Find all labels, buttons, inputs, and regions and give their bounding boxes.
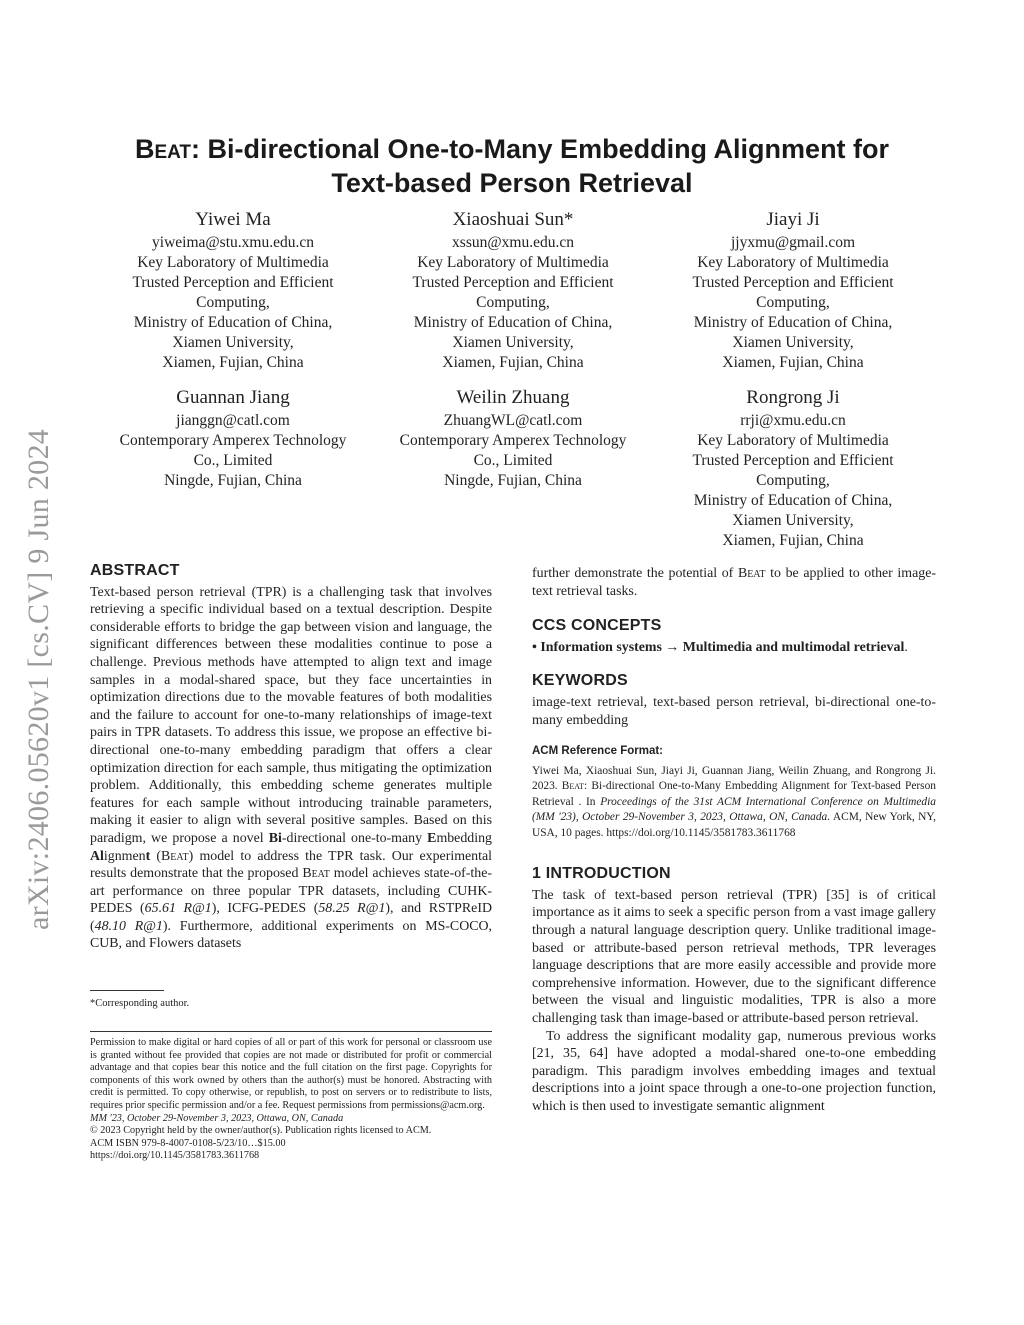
abstract-text: ( bbox=[150, 848, 162, 864]
result-value: 48.10 R@1 bbox=[94, 918, 163, 934]
author-affiliation: Xiamen, Fujian, China bbox=[722, 354, 864, 371]
reference-text: : Bi-directional One-to-Many Embedding Alignment for Text-based Person Retrieval . In bbox=[532, 780, 936, 808]
ccs-item: • Information systems → Multimedia and multimodal retrieval bbox=[532, 639, 905, 655]
intro-paragraph-1: The task of text-based person retrieval (TPR) [35] is of critical importance as it aims to seek a specific person from a vast image gallery through a natural language description query. Unlike traditional image-based or attribute-based person retrieval methods, TPR leverages language descriptions that are more easily accessible and provide more comprehensive information. However, due to the significant difference between the visual and linguistic modalities, TPR is also a more challenging task than image-based or attribute-based person retrieval. bbox=[532, 887, 936, 1026]
author-affiliation: Computing, bbox=[476, 294, 550, 311]
author-affiliation: Contemporary Amperex Technology bbox=[119, 432, 347, 449]
author-affiliation: Ministry of Education of China, bbox=[693, 492, 893, 509]
intro-paragraph-2: To address the significant modality gap, numerous previous works [21, 35, 64] have adopted a modal-shared one-to-one embedding paradigm. This paradigm involves embedding images and textual descriptions into a joint space through a one-to-one projection function, which is then used to investigate semantic alignment bbox=[532, 1028, 936, 1114]
title-line2: Text-based Person Retrieval bbox=[331, 168, 693, 198]
author-affiliation: Ministry of Education of China, bbox=[413, 314, 613, 331]
copyright-line: © 2023 Copyright held by the owner/author(s). Publication rights licensed to ACM. bbox=[90, 1125, 432, 1137]
model-name: Beat bbox=[302, 866, 330, 882]
paper-title bbox=[80, 132, 944, 200]
author-block bbox=[98, 208, 368, 373]
author-affiliation: Xiamen University, bbox=[732, 512, 854, 529]
abstract-text: ). Furthermore, additional experiments on MS-COCO, CUB, and Flowers datasets bbox=[90, 918, 492, 952]
author-email: jianggn@catl.com bbox=[176, 412, 290, 429]
author-affiliation: Ningde, Fujian, China bbox=[164, 472, 302, 489]
author-block bbox=[378, 208, 648, 373]
abstract-text: to be applied to other image-text retrieval tasks. bbox=[532, 566, 936, 599]
author-affiliation: Trusted Perception and Efficient bbox=[132, 274, 334, 291]
model-name: Beat bbox=[737, 566, 766, 581]
author-email: jjyxmu@gmail.com bbox=[730, 234, 856, 251]
result-value: 65.61 R@1 bbox=[144, 901, 212, 917]
author-affiliation: Ministry of Education of China, bbox=[693, 314, 893, 331]
arxiv-identifier: arXiv:2406.05620v1 [cs.CV] 9 Jun 2024 bbox=[22, 428, 55, 930]
model-name: Beat bbox=[561, 780, 585, 793]
doi-line: https://doi.org/10.1145/3581783.3611768 bbox=[90, 1150, 260, 1162]
abstract-bold: Bi bbox=[268, 830, 282, 846]
abstract-continuation bbox=[532, 565, 936, 600]
author-affiliation: Computing, bbox=[196, 294, 270, 311]
isbn-line: ACM ISBN 979-8-4007-0108-5/23/10…$15.00 bbox=[90, 1137, 286, 1149]
authors-row-2 bbox=[98, 386, 928, 551]
reference-format bbox=[532, 764, 936, 842]
reference-text: Yiwei Ma, Xiaoshuai Sun, Jiayi Ji, Guannan Jiang, Weilin Zhuang, and Rongrong Ji. 2023. bbox=[532, 764, 936, 793]
author-affiliation: Key Laboratory of Multimedia bbox=[137, 254, 329, 271]
reference-text: ACM, New York, NY, USA, 10 pages. https://doi.org/10.1145/3581783.3611768 bbox=[532, 811, 937, 839]
abstract-text: mbedding bbox=[436, 830, 492, 846]
author-affiliation: Computing, bbox=[756, 294, 830, 311]
ccs-concepts bbox=[532, 639, 936, 657]
footnote-rule bbox=[90, 990, 164, 991]
abstract-bold: Al bbox=[90, 848, 104, 864]
author-affiliation: Key Laboratory of Multimedia bbox=[697, 432, 889, 449]
abstract-text: ignmen bbox=[103, 848, 146, 864]
author-affiliation: Xiamen University, bbox=[172, 334, 294, 351]
author-name: Guannan Jiang bbox=[176, 387, 290, 408]
author-affiliation: Trusted Perception and Efficient bbox=[412, 274, 614, 291]
author-affiliation: Ningde, Fujian, China bbox=[444, 472, 582, 489]
permission-block bbox=[90, 1031, 492, 1163]
abstract-text: ) model to address the TPR task. Our experimental results demonstrate that the proposed bbox=[90, 848, 492, 882]
abstract-text: ), ICFG-PEDES ( bbox=[211, 901, 319, 917]
abstract-text: model achieves state-of-the-art performance on three popular TPR datasets, including CUHK-PEDES ( bbox=[90, 866, 492, 917]
author-name: Jiayi Ji bbox=[766, 209, 820, 230]
ccs-end: . bbox=[904, 639, 908, 655]
title-model-name: Beat bbox=[134, 134, 192, 164]
author-name: Yiwei Ma bbox=[195, 209, 271, 230]
introduction-heading: 1 INTRODUCTION bbox=[532, 865, 671, 883]
author-affiliation: Trusted Perception and Efficient bbox=[692, 274, 894, 291]
abstract-text: Text-based person retrieval (TPR) is a challenging task that involves retrieving a specific individual based on a textual description. Despite considerable efforts to bridge the gap between vision and language, the significant differences between these modalities continue to pose a challenge. Previous methods have attempted to align text and image samples in a modal-shared space, but they face uncertainties in optimization directions due to the movable features of both modalities and the failure to account for one-to-many relationships of image-text pairs in TPR datasets. To address this issue, we propose an effective bi-directional one-to-many embedding paradigm that offers a clear optimization direction for each sample, thus mitigating the optimization problem. Additionally, this embedding scheme generates multiple features for each sample without introducing trainable parameters, making it easier to align with several positive samples. Based on this paradigm, we propose a novel bbox=[90, 584, 492, 846]
reference-format-heading: ACM Reference Format: bbox=[532, 745, 663, 758]
title-line1: : Bi-directional One-to-Many Embedding Alignment for bbox=[191, 134, 890, 164]
model-name: Beat bbox=[161, 848, 189, 864]
author-affiliation: Xiamen, Fujian, China bbox=[442, 354, 584, 371]
author-affiliation: Co., Limited bbox=[193, 452, 273, 469]
ccs-heading: CCS CONCEPTS bbox=[532, 617, 662, 635]
keywords-text: image-text retrieval, text-based person retrieval, bi-directional one-to-many embedding bbox=[532, 694, 936, 728]
author-affiliation: Computing, bbox=[756, 472, 830, 489]
author-affiliation: Ministry of Education of China, bbox=[133, 314, 333, 331]
author-email: yiweima@stu.xmu.edu.cn bbox=[152, 234, 314, 251]
author-affiliation: Xiamen, Fujian, China bbox=[722, 532, 864, 549]
right-column bbox=[532, 565, 936, 1116]
authors-row-1 bbox=[98, 208, 928, 373]
keywords-heading: KEYWORDS bbox=[532, 672, 628, 690]
author-affiliation: Key Laboratory of Multimedia bbox=[697, 254, 889, 271]
abstract-body bbox=[90, 584, 492, 953]
abstract-bold: E bbox=[427, 830, 437, 846]
footnote: *Corresponding author. bbox=[90, 998, 190, 1009]
author-block bbox=[378, 386, 648, 551]
author-affiliation: Co., Limited bbox=[473, 452, 553, 469]
footnote-area bbox=[90, 990, 492, 1012]
author-email: xssun@xmu.edu.cn bbox=[452, 234, 574, 251]
abstract-bold: t bbox=[145, 848, 151, 864]
author-name: Xiaoshuai Sun* bbox=[452, 209, 574, 230]
left-column bbox=[90, 562, 492, 953]
abstract-text: ), and RSTPReID ( bbox=[90, 901, 492, 934]
reference-venue: Proceedings of the 31st ACM International Conference on Multimedia (MM '23), October 29-November 3, 2023, Ottawa, ON, Canada. bbox=[532, 795, 936, 824]
author-email: rrji@xmu.edu.cn bbox=[740, 412, 846, 429]
author-block bbox=[98, 386, 368, 551]
abstract-text: -directional one-to-many bbox=[281, 830, 428, 846]
author-block bbox=[658, 208, 928, 373]
abstract-heading: ABSTRACT bbox=[90, 562, 180, 579]
author-name: Weilin Zhuang bbox=[456, 387, 570, 408]
author-affiliation: Xiamen University, bbox=[732, 334, 854, 351]
venue-line: MM '23, October 29-November 3, 2023, Ottawa, ON, Canada bbox=[90, 1112, 344, 1124]
author-name: Rongrong Ji bbox=[746, 387, 840, 408]
author-affiliation: Xiamen, Fujian, China bbox=[162, 354, 304, 371]
author-affiliation: Trusted Perception and Efficient bbox=[692, 452, 894, 469]
author-block bbox=[658, 386, 928, 551]
result-value: 58.25 R@1 bbox=[318, 901, 386, 917]
author-affiliation: Xiamen University, bbox=[452, 334, 574, 351]
permission-rule bbox=[90, 1031, 492, 1032]
author-affiliation: Contemporary Amperex Technology bbox=[399, 432, 627, 449]
author-affiliation: Key Laboratory of Multimedia bbox=[417, 254, 609, 271]
abstract-text: further demonstrate the potential of bbox=[532, 566, 738, 581]
permission-text: Permission to make digital or hard copies of all or part of this work for personal or classroom use is granted without fee provided that copies are not made or distributed for profit or commercial advantage and that copies bear this notice and the full citation on the first page. Copyrights for components of this work owned by others than the author(s) must be honored. Abstracting with credit is permitted. To copy otherwise, or republish, to post on servers or to redistribute to lists, requires prior specific permission and/or a fee. Request permissions from permissions@acm.org. bbox=[90, 1037, 492, 1111]
author-email: ZhuangWL@catl.com bbox=[443, 412, 583, 429]
